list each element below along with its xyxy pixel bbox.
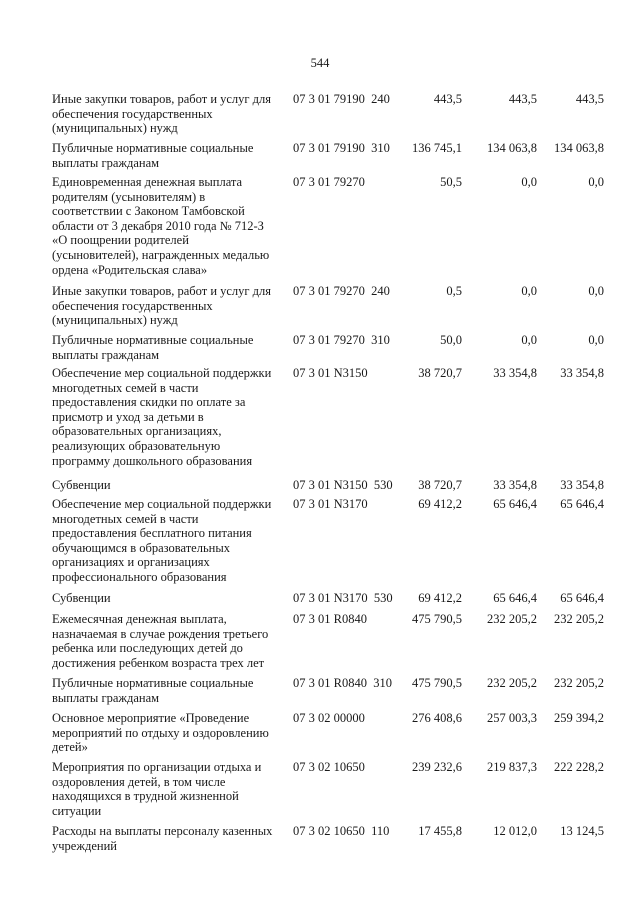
row-value-2: 33 354,8: [493, 366, 537, 380]
row-code: 07 3 01 79190 310: [293, 141, 390, 155]
row-value-1: 239 232,6: [412, 760, 462, 774]
row-code: 07 3 02 10650: [293, 760, 365, 774]
row-value-3: 65 646,4: [560, 497, 604, 511]
row-value-1: 136 745,1: [412, 141, 462, 155]
row-value-1: 50,0: [440, 333, 462, 347]
row-value-3: 13 124,5: [560, 824, 604, 838]
row-description: Обеспечение мер социальной поддержки многодетных семей в части предоставления скидки по оплате за присмотр и уход за детьми в образовательных организациях, реализующих образовательную программу дошкольного образования: [52, 366, 272, 468]
row-value-2: 65 646,4: [493, 591, 537, 605]
row-value-2: 65 646,4: [493, 497, 537, 511]
row-value-3: 232 205,2: [554, 676, 604, 690]
row-value-2: 219 837,3: [487, 760, 537, 774]
row-value-2: 257 003,3: [487, 711, 537, 725]
row-value-1: 38 720,7: [418, 366, 462, 380]
row-description: Субвенции: [52, 591, 111, 605]
row-description: Публичные нормативные социальные выплаты гражданам: [52, 141, 254, 170]
row-description: Иные закупки товаров, работ и услуг для обеспечения государственных (муниципальных) нужд: [52, 92, 272, 136]
row-description: Обеспечение мер социальной поддержки многодетных семей в части предоставления бесплатного питания обучающимся в образовательных организациях и организациях профессионального образования: [52, 497, 272, 584]
row-value-2: 33 354,8: [493, 478, 537, 492]
row-code: 07 3 01 N3170: [293, 497, 368, 511]
row-value-3: 134 063,8: [554, 141, 604, 155]
row-value-3: 33 354,8: [560, 478, 604, 492]
row-value-1: 69 412,2: [418, 497, 462, 511]
row-description: Публичные нормативные социальные выплаты гражданам: [52, 333, 254, 362]
row-description: Единовременная денежная выплата родителям (усыновителям) в соответствии с Законом Тамбовской области от 3 декабря 2010 года № 712-З «О поощрении родителей (усыновителей), награжденных медалью ордена «Родительская слава»: [52, 175, 270, 277]
row-value-3: 259 394,2: [554, 711, 604, 725]
row-value-1: 50,5: [440, 175, 462, 189]
row-code: 07 3 01 N3150: [293, 366, 368, 380]
row-description: Расходы на выплаты персоналу казенных учреждений: [52, 824, 273, 853]
row-description: Мероприятия по организации отдыха и оздоровления детей, в том числе находящихся в трудной жизненной ситуации: [52, 760, 262, 818]
row-value-1: 475 790,5: [412, 676, 462, 690]
row-code: 07 3 01 79270: [293, 175, 365, 189]
row-code: 07 3 01 79270 240: [293, 284, 390, 298]
row-code: 07 3 02 00000: [293, 711, 365, 725]
row-code: 07 3 02 10650 110: [293, 824, 390, 838]
row-description: Основное мероприятие «Проведение мероприятий по отдыху и оздоровлению детей»: [52, 711, 269, 755]
row-value-2: 12 012,0: [493, 824, 537, 838]
row-value-1: 276 408,6: [412, 711, 462, 725]
row-value-3: 65 646,4: [560, 591, 604, 605]
row-value-3: 0,0: [588, 175, 604, 189]
row-value-2: 232 205,2: [487, 676, 537, 690]
row-value-2: 134 063,8: [487, 141, 537, 155]
row-value-1: 17 455,8: [418, 824, 462, 838]
row-value-2: 0,0: [521, 284, 537, 298]
row-value-3: 0,0: [588, 284, 604, 298]
row-value-3: 222 228,2: [554, 760, 604, 774]
page-number: 544: [310, 56, 330, 70]
row-description: Публичные нормативные социальные выплаты гражданам: [52, 676, 254, 705]
row-value-1: 0,5: [446, 284, 462, 298]
row-value-2: 0,0: [521, 175, 537, 189]
row-code: 07 3 01 79190 240: [293, 92, 390, 106]
row-value-2: 0,0: [521, 333, 537, 347]
row-value-1: 475 790,5: [412, 612, 462, 626]
row-code: 07 3 01 N3170 530: [293, 591, 393, 605]
row-value-2: 232 205,2: [487, 612, 537, 626]
row-value-1: 443,5: [433, 92, 462, 106]
row-code: 07 3 01 R0840 310: [293, 676, 392, 690]
row-value-3: 443,5: [575, 92, 604, 106]
row-value-3: 232 205,2: [554, 612, 604, 626]
row-code: 07 3 01 N3150 530: [293, 478, 393, 492]
row-value-1: 69 412,2: [418, 591, 462, 605]
row-value-2: 443,5: [508, 92, 537, 106]
row-value-3: 33 354,8: [560, 366, 604, 380]
row-code: 07 3 01 79270 310: [293, 333, 390, 347]
row-description: Иные закупки товаров, работ и услуг для обеспечения государственных (муниципальных) нужд: [52, 284, 272, 328]
row-value-3: 0,0: [588, 333, 604, 347]
row-value-1: 38 720,7: [418, 478, 462, 492]
row-description: Ежемесячная денежная выплата, назначаемая в случае рождения третьего ребенка или последующих детей до достижения ребенком возраста трех лет: [52, 612, 269, 670]
row-code: 07 3 01 R0840: [293, 612, 367, 626]
row-description: Субвенции: [52, 478, 111, 492]
